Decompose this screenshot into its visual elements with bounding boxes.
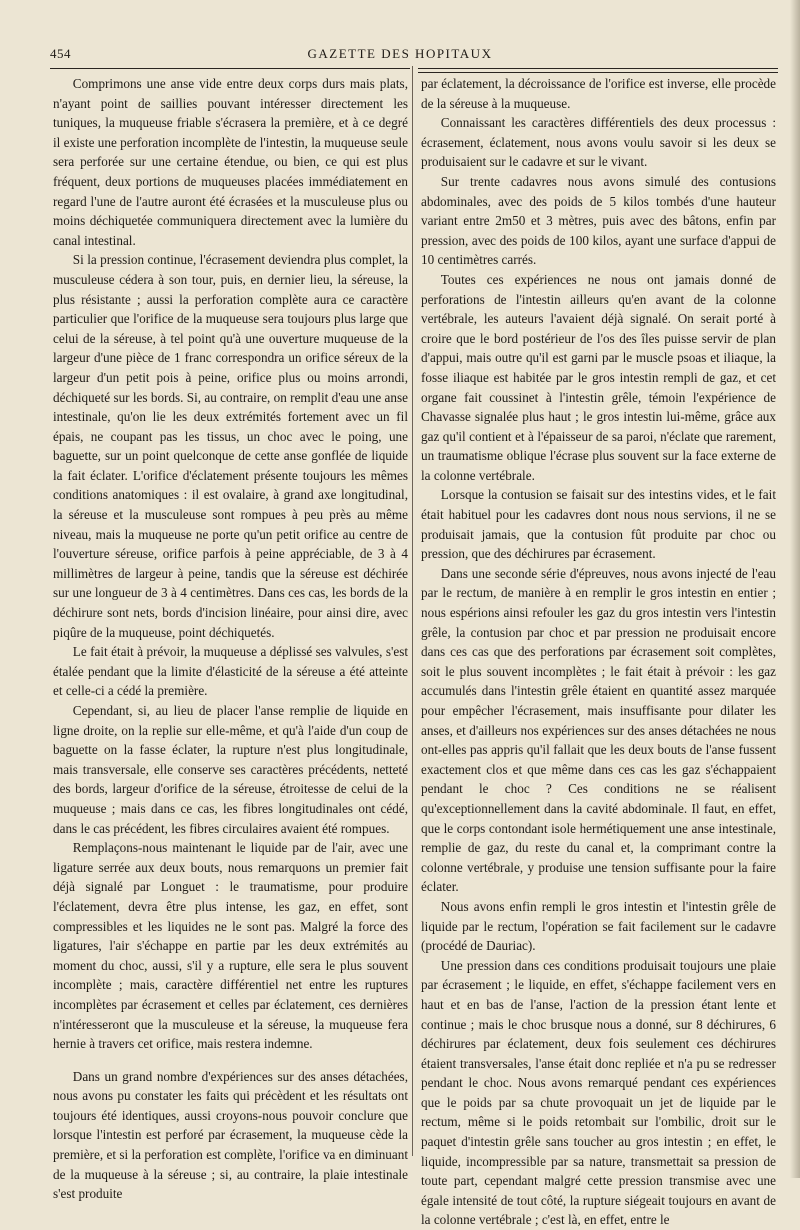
header-rule-left [50, 68, 410, 69]
paragraph: Lorsque la contusion se faisait sur des intestins vides, et le fait était habituel pour les cadavres dont nous nous servions, il ne se produisait jamais, que la contusion fût produite par choc ou pression, que des déchirures par écrasement. [421, 487, 776, 562]
column-divider [412, 66, 413, 1156]
paragraph: Dans un grand nombre d'expériences sur des anses détachées, nous avons pu constater les faits qui précèdent et les résultats ont toujours été identiques, aussi croyons-nous pouvoir conclure que lorsque l'intestin est perforé par écrasement, la muqueuse cède la première, et si la perforation est complète, l'orifice va en diminuant de la muqueuse à la séreuse ; si, au contraire, la plaie intestinale s'est produite [53, 1068, 408, 1202]
paragraph: Sur trente cadavres nous avons simulé des contusions abdominales, avec des poids de 5 kilos tombés d'une hauteur variant entre 2m50 et 3 mètres, puis avec des bâtons, enfin par pression, avec des poids de 100 kilos, ayant une surface d'appui de 10 centimètres carrés. [421, 173, 776, 268]
paragraph: Comprimons une anse vide entre deux corps durs mais plats, n'ayant point de saillies pouvant intéresser directement les tuniques, la muqueuse friable s'écrasera la première, et à ce degré il existe une perforation incomplète de l'intestin, la muqueuse seule sera perforée sur une certaine étendue, ou bien, ce qui est plus fréquent, deux portions de muqueuses placées immédiatement en regard l'une de l'autre auront été écrasées et la musculeuse plus ou moins déchiquetée communiquera directement avec la lumière du canal intestinal. [53, 76, 408, 248]
paragraph-continued: par éclatement, la décroissance de l'orifice est inverse, elle procède de la séreuse à la muqueuse. [421, 76, 776, 111]
page-edge-shadow [790, 0, 800, 1178]
paragraph: Si la pression continue, l'écrasement deviendra plus complet, la musculeuse cédera à son tour, puis, en dernier lieu, la séreuse, la plus résistante ; aussi la perforation complète aura ce caractère particulier que l'orifice de la muqueuse sera toujours plus large que celui de la séreuse, à tel point qu'à une ouverture muqueuse de la largeur d'une pièce de 1 franc correspondra un orifice séreux de la largeur d'un petit pois à peine, orifice plus ou moins arrondi, déchiqueté sur les bords. Si, au contraire, on remplit d'eau une anse intestinale, qu'on lie les deux extrémités fortement avec un fil épais, ne coupant pas les tissus, un choc avec le poing, une baguette, sur un point quelconque de cette anse gonflée de liquide la fait éclater. L'orifice d'éclatement présente toujours les mêmes conditions anatomiques : il est ovalaire, à grand axe longitudinal, la séreuse et la musculeuse sont rompues à peu près au même niveau, mais la muqueuse ne porte qu'un petit orifice au centre de l'ouverture séreuse, orifice parfois à peine appréciable, de 3 à 4 millimètres de largeur à peine, tandis que la séreuse est déchirée sur une longueur de 3 à 4 centimètres. Dans ces cas, les bords de la déchirure sont nets, bords d'incision linéaire, pour ainsi dire, avec piqûre de la muqueuse, point déchiquetés. [53, 252, 408, 640]
paragraph: Dans une seconde série d'épreuves, nous avons injecté de l'eau par le rectum, de manière à en remplir le gros intestin en entier ; nous espérions ainsi refouler les gaz du gros intestin vers l'intestin grêle, la contusion par choc et par pression ne produisait encore dans ces cas que des perforations par écrasement soit complètes, soit le plus souvent incomplètes ; le fait était à prévoir : les gaz accumulés dans l'intestin grêle étaient en quantité assez marquée pour empêcher l'écrasement, mais insuffisante pour dilater les anses, et d'ailleurs nos expériences sur des anses détachées ne nous ont-elles pas appris qu'il fallait que les deux bouts de l'anse fussent exactement clos et que même dans ces cas les gaz s'échappaient pendant le choc ? Ces conditions ne se réalisent qu'exceptionnellement dans la cavité abdominale. Il faut, en effet, que le corps contondant isole hermétiquement une anse intestinale, remplie de gaz, du reste du canal et, la comprimant contre la colonne vertébrale, y produise une tension suffisante pour la faire éclater. [421, 565, 776, 895]
header-rule-right-double [418, 72, 778, 73]
paragraph: Connaissant les caractères différentiels des deux processus : écrasement, éclatement, nous avons voulu savoir si les deux se produisaient sur le cadavre et sur le vivant. [421, 115, 776, 170]
running-title: GAZETTE DES HOPITAUX [307, 46, 493, 61]
page-header [0, 42, 800, 66]
header-rule-right [418, 68, 778, 69]
paragraph: Cependant, si, au lieu de placer l'anse remplie de liquide en ligne droite, on la replie sur elle-même, et qu'à l'aide d'un coup de baguette on la fasse éclater, la rupture n'est plus longitudinale, mais transversale, elle conserve ses caractères précédents, netteté des bords, largeur d'orifice de la séreuse, étroitesse de celui de la muqueuse ; mais dans ce cas, les fibres longitudinales ont cédé, dans le cas précédent, les fibres circulaires avaient été rompues. [53, 703, 408, 836]
paragraph: Toutes ces expériences ne nous ont jamais donné de perforations de l'intestin ailleurs qu'en avant de la colonne vertébrale, les auteurs l'avaient déjà signalé. On serait porté à croire que le bord postérieur de l'os des îles puisse servir de plan d'appui, mais outre qu'il est garni par le muscle psoas et iliaque, la fosse iliaque est habitée par le gros intestin rempli de gaz, et cet organe fait coussinet à l'intestin grêle, témoin l'expérience de Chavasse signalée plus haut ; le gros intestin lui-même, grâce aux gaz qu'il contient et à l'épaisseur de sa paroi, n'éclate que rarement, un traumatisme oblique l'écrase plus souvent sur la face externe de la colonne vertébrale. [421, 271, 776, 483]
paragraph: Une pression dans ces conditions produisait toujours une plaie par écrasement ; le liquide, en effet, s'échappe facilement vers en haut et en bas de l'anse, l'action de la pression étant lente et continue ; mais le choc brusque nous a donné, sur 8 déchirures, 6 déchirures par éclatement, deux fois seulement ces déchirures étaient transversales, l'anse était donc repliée et n'a pu se redresser pendant le choc. Nous avons remarqué pendant ces expériences que le poids par sa chute provoquait un jet de liquide par le rectum, même si le poids retombait sur l'ombilic, droit sur le paquet d'intestin grêle sans toucher au gros intestin ; en effet, le liquide, incompressible par sa nature, transmettait sa pression de toute part, cependant malgré cette pression transmise avec une égale intensité de tout côté, la rupture siégeait toujours en avant de la colonne vertébrale ; c'est là, en effet, entre le [421, 957, 776, 1228]
paragraph: Nous avons enfin rempli le gros intestin et l'intestin grêle de liquide par le rectum, l'opération se fait facilement sur le cadavre (procédé de Dauriac). [421, 898, 776, 954]
left-column [53, 74, 408, 1204]
paragraph: Remplaçons-nous maintenant le liquide par de l'air, avec une ligature serrée aux deux bouts, nous remarquons un premier fait déjà signalé par Longuet : le traumatisme, pour produire l'éclatement, devra être plus intense, les gaz, en effet, sont compressibles et les liquides ne le sont pas. Malgré la force des ligatures, l'air s'échappe en partie par les deux extrémités au moment du choc, aussi, s'il y a rupture, elle sera le plus souvent incomplète ; mais, caractère différentiel net entre les ruptures incomplètes par écrasement et celles par éclatement, ces dernières n'intéresseront que la musculeuse et la séreuse, la muqueuse fera hernie à travers cet orifice, mais restera indemne. [53, 840, 408, 1052]
right-column [421, 74, 776, 1230]
paragraph: Le fait était à prévoir, la muqueuse a déplissé ses valvules, s'est étalée pendant que la limite d'élasticité de la séreuse a été atteinte et celle-ci a cédé la première. [53, 644, 408, 699]
page-number: 454 [50, 46, 71, 61]
